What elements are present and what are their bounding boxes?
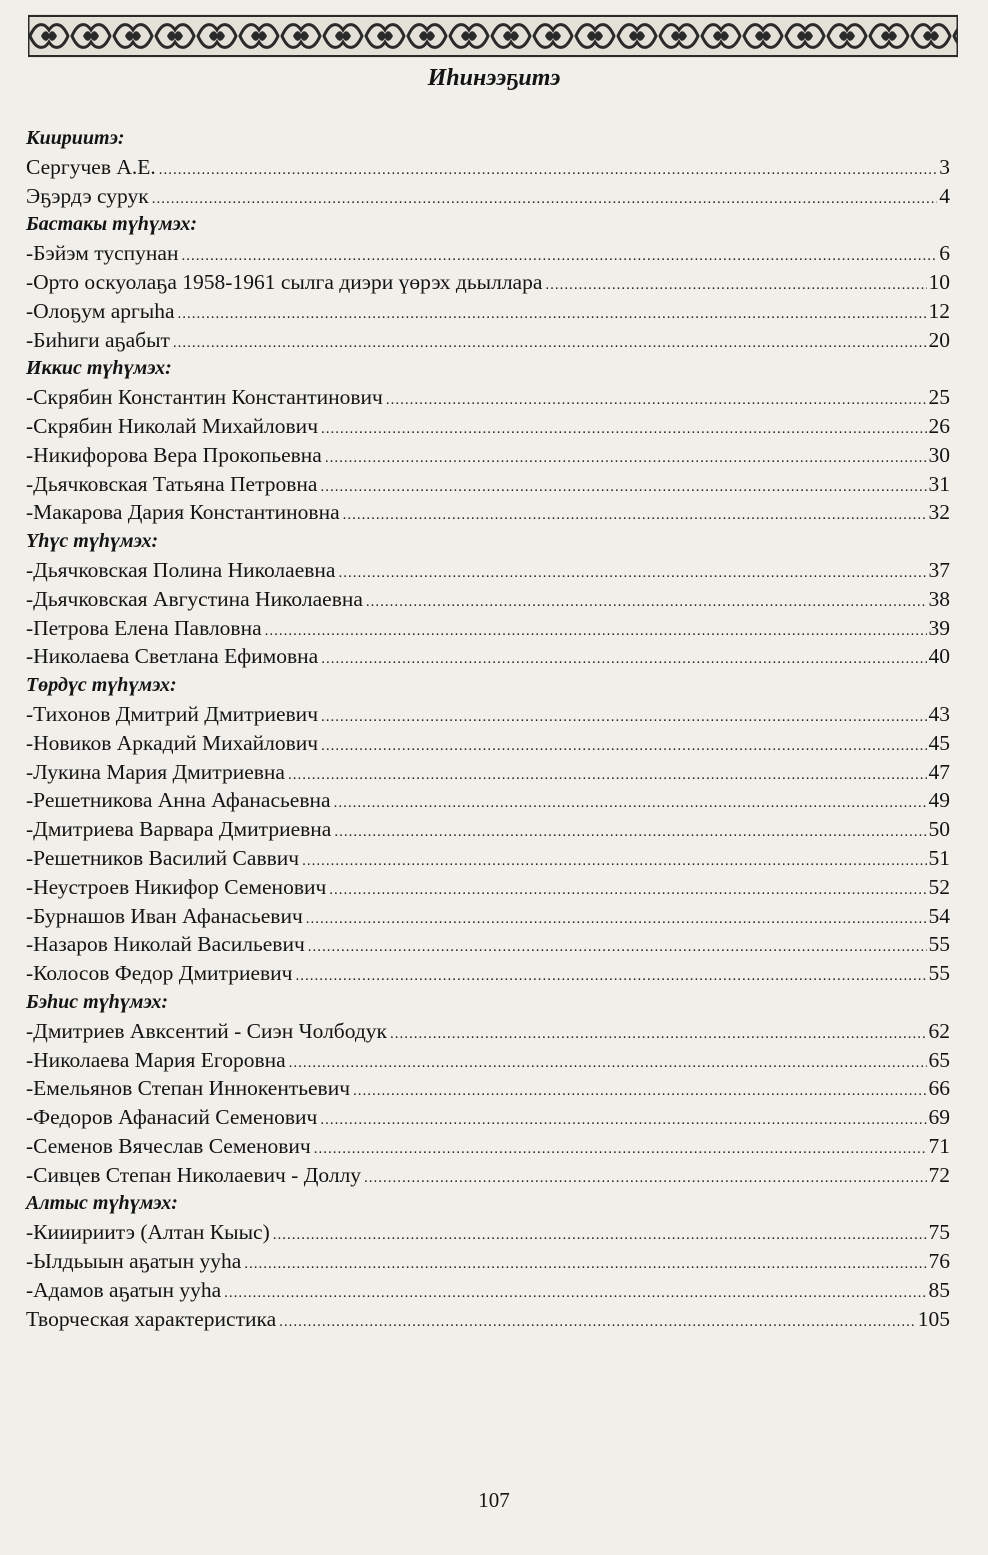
entry-page-number: 30	[928, 442, 950, 467]
dot-leader	[314, 1135, 927, 1164]
toc-entry	[26, 614, 950, 643]
dot-leader	[321, 415, 926, 444]
toc-entry	[26, 1103, 950, 1132]
entry-page-number: 105	[917, 1306, 950, 1331]
toc-entry	[26, 1218, 950, 1247]
toc-entry	[26, 959, 950, 988]
entry-title: -Дмитриев Авксентий - Сиэн Чолбодук	[26, 1018, 388, 1043]
dot-leader	[173, 329, 927, 358]
entry-title: -Новиков Аркадий Михайлович	[26, 730, 319, 755]
entry-page-number: 75	[928, 1220, 950, 1245]
entry-page-number: 38	[928, 586, 950, 611]
entry-title: -Дмитриева Варвара Дмитриевна	[26, 817, 332, 842]
toc-entry	[26, 1247, 950, 1276]
toc-entry	[26, 902, 950, 931]
entry-page-number: 49	[928, 788, 950, 813]
entry-title: Творческая характеристика	[26, 1306, 277, 1331]
entry-page-number: 71	[928, 1133, 950, 1158]
entry-page-number: 31	[928, 471, 950, 496]
dot-leader	[343, 501, 927, 530]
entry-page-number: 85	[928, 1277, 950, 1302]
entry-page-number: 50	[928, 817, 950, 842]
entry-page-number: 10	[928, 269, 950, 294]
entry-title: -Биһиги аҕабыт	[26, 327, 170, 352]
entry-page-number: 6	[939, 241, 950, 266]
entry-page-number: 4	[939, 183, 950, 208]
dot-leader	[390, 1020, 926, 1049]
toc-entry	[26, 470, 950, 499]
entry-page-number: 66	[928, 1076, 950, 1101]
dot-leader	[338, 559, 926, 588]
dot-leader	[159, 156, 937, 185]
entry-page-number: 45	[928, 730, 950, 755]
dot-leader	[366, 588, 927, 617]
entry-title: -Олоҕум аргыһа	[26, 298, 175, 323]
entry-title: -Дьячковская Августина Николаевна	[26, 586, 363, 611]
entry-page-number: 55	[928, 932, 950, 957]
entry-page-number: 76	[928, 1249, 950, 1274]
entry-page-number: 62	[928, 1018, 950, 1043]
toc-entry	[26, 786, 950, 815]
dot-leader	[325, 444, 927, 473]
entry-page-number: 52	[928, 874, 950, 899]
entry-title: -Неустроев Никифор Семенович	[26, 874, 327, 899]
toc-entry	[26, 700, 950, 729]
dot-leader	[320, 473, 926, 502]
dot-leader	[321, 732, 926, 761]
entry-page-number: 39	[928, 615, 950, 640]
dot-leader	[265, 617, 927, 646]
entry-title: -Назаров Николай Васильевич	[26, 932, 305, 957]
section-heading: Бастакы түһүмэх:	[26, 213, 198, 236]
dot-leader	[321, 645, 926, 674]
toc-entry	[26, 1017, 950, 1046]
toc-entry	[26, 326, 950, 355]
entry-title: -Семенов Вячеслав Семенович	[26, 1133, 311, 1158]
dot-leader	[334, 818, 926, 847]
toc-entry	[26, 930, 950, 959]
dot-leader	[288, 761, 927, 790]
dot-leader	[364, 1164, 926, 1193]
page-title: Иһинээҕитэ	[427, 65, 561, 91]
dot-leader	[545, 271, 926, 300]
entry-page-number: 65	[928, 1047, 950, 1072]
dot-leader	[353, 1077, 926, 1106]
toc-entry	[26, 498, 950, 527]
toc-entry	[26, 815, 950, 844]
toc-entry	[26, 268, 950, 297]
dot-leader	[224, 1279, 926, 1308]
section-heading: Алтыс түһүмэх:	[26, 1192, 178, 1215]
toc-entry	[26, 1132, 950, 1161]
entry-page-number: 55	[928, 961, 950, 986]
entry-page-number: 54	[928, 903, 950, 928]
entry-page-number: 69	[928, 1105, 950, 1130]
entry-title: -Николаева Мария Егоровна	[26, 1047, 286, 1072]
dot-leader	[386, 386, 927, 415]
entry-title: Эҕэрдэ сурук	[26, 183, 149, 208]
entry-title: -Федоров Афанасий Семенович	[26, 1105, 318, 1130]
dot-leader	[244, 1250, 926, 1279]
toc-entry	[26, 1305, 950, 1334]
dot-leader	[321, 703, 926, 732]
entry-title: -Скрябин Николай Михайлович	[26, 413, 319, 438]
toc-entry	[26, 729, 950, 758]
dot-leader	[178, 300, 927, 329]
entry-title: -Никифорова Вера Прокопьевна	[26, 442, 322, 467]
toc-entry	[26, 297, 950, 326]
section-heading: Киириитэ:	[26, 127, 125, 149]
toc-entry	[26, 153, 950, 182]
toc-entry	[26, 585, 950, 614]
entry-page-number: 25	[928, 385, 950, 410]
entry-title: -Решетников Василий Саввич	[26, 845, 300, 870]
entry-title: -Скрябин Константин Константинович	[26, 385, 383, 410]
entry-title: -Петрова Елена Павловна	[26, 615, 262, 640]
entry-title: -Бурнашов Иван Афанасьевич	[26, 903, 303, 928]
dot-leader	[289, 1049, 927, 1078]
entry-page-number: 47	[928, 759, 950, 784]
dot-leader	[334, 789, 927, 818]
entry-title: -Решетникова Анна Афанасьевна	[26, 788, 331, 813]
entry-title: -Колосов Федор Дмитриевич	[26, 961, 293, 986]
toc-entry	[26, 383, 950, 412]
toc-entry	[26, 412, 950, 441]
ornament-border	[28, 14, 958, 58]
table-of-contents	[26, 124, 950, 1333]
dot-leader	[329, 876, 926, 905]
page-number: 107	[478, 1488, 510, 1512]
toc-entry	[26, 556, 950, 585]
entry-title: -Макарова Дария Константиновна	[26, 500, 340, 525]
entry-title: -Лукина Мария Дмитриевна	[26, 759, 285, 784]
dot-leader	[308, 933, 927, 962]
dot-leader	[273, 1221, 927, 1250]
toc-entry	[26, 844, 950, 873]
entry-page-number: 43	[928, 701, 950, 726]
section-heading: Үһүс түһүмэх:	[26, 530, 159, 553]
entry-title: -Ылдьыын аҕатын ууһа	[26, 1249, 242, 1274]
entry-page-number: 32	[928, 500, 950, 525]
toc-entry	[26, 873, 950, 902]
toc-entry	[26, 1276, 950, 1305]
entry-title: -Орто оскуолаҕа 1958-1961 сылга диэри үөрэх дьыллара	[26, 269, 543, 294]
dot-leader	[296, 962, 927, 991]
entry-title: -Кииириитэ (Алтан Кыыс)	[26, 1220, 270, 1245]
entry-title: -Дьячковская Полина Николаевна	[26, 557, 336, 582]
entry-title: -Тихонов Дмитрий Дмитриевич	[26, 701, 319, 726]
section-heading: Иккис түһүмэх:	[26, 357, 172, 380]
toc-entry	[26, 758, 950, 787]
entry-title: -Сивцев Степан Николаевич - Доллу	[26, 1162, 362, 1187]
toc-entry	[26, 1074, 950, 1103]
toc-entry	[26, 1161, 950, 1190]
dot-leader	[320, 1106, 926, 1135]
dot-leader	[181, 242, 937, 271]
entry-title: -Николаева Светлана Ефимовна	[26, 644, 319, 669]
entry-title: -Бэйэм туспунан	[26, 241, 179, 266]
entry-page-number: 3	[939, 154, 950, 179]
entry-page-number: 40	[928, 644, 950, 669]
toc-entry	[26, 642, 950, 671]
entry-title: Сергучев А.Е.	[26, 154, 156, 179]
entry-title: -Емельянов Степан Иннокентьевич	[26, 1076, 351, 1101]
entry-page-number: 26	[928, 413, 950, 438]
toc-entry	[26, 182, 950, 211]
dot-leader	[306, 905, 927, 934]
dot-leader	[302, 847, 926, 876]
section-heading: Төрдүс түһүмэх:	[26, 674, 177, 697]
entry-title: -Адамов аҕатын ууһа	[26, 1277, 222, 1302]
entry-page-number: 37	[928, 557, 950, 582]
toc-entry	[26, 1046, 950, 1075]
dot-leader	[152, 185, 938, 214]
dot-leader	[279, 1308, 916, 1337]
entry-page-number: 51	[928, 845, 950, 870]
toc-entry	[26, 441, 950, 470]
entry-page-number: 20	[928, 327, 950, 352]
entry-title: -Дьячковская Татьяна Петровна	[26, 471, 318, 496]
section-heading: Бэһис түһүмэх:	[26, 990, 169, 1013]
toc-entry	[26, 239, 950, 268]
entry-page-number: 12	[928, 298, 950, 323]
entry-page-number: 72	[928, 1162, 950, 1187]
